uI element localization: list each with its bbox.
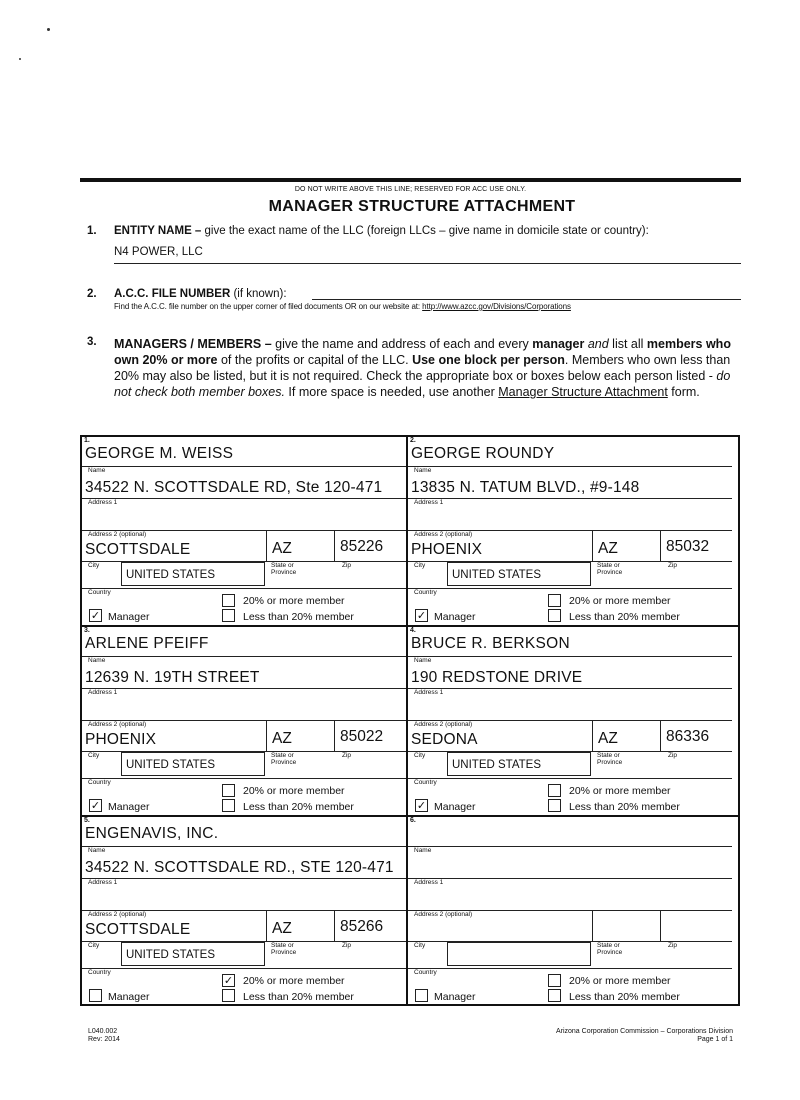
- reserved-note: DO NOT WRITE ABOVE THIS LINE; RESERVED FOR ACC USE ONLY.: [294, 186, 527, 193]
- instr-part: . Members who own less than 20% may also be listed, but it is not required. Check the appropriate box or boxes below each person listed -: [114, 353, 731, 383]
- name-field[interactable]: ENGENAVIS, INC.: [85, 825, 219, 842]
- state-label: State or Province: [597, 752, 623, 766]
- member-block-2: [408, 437, 732, 626]
- section-3-instructions: [114, 336, 739, 400]
- block-number: 5.: [84, 817, 90, 824]
- address1-underline: [408, 498, 732, 499]
- file-number-hint-text: Find the A.C.C. file number on the upper corner of filed documents OR on our website at:: [114, 302, 423, 311]
- check-mark-icon: ✓: [223, 975, 234, 987]
- state-label: State or Province: [271, 942, 297, 956]
- member-block-5: [82, 817, 406, 1006]
- name-field[interactable]: BRUCE R. BERKSON: [411, 635, 570, 652]
- country-field[interactable]: [121, 562, 265, 586]
- address1-underline: [82, 688, 406, 689]
- zip-label: Zip: [342, 942, 352, 949]
- less-twenty-label: Less than 20% member: [569, 801, 680, 813]
- address1-field[interactable]: 190 REDSTONE DRIVE: [411, 669, 583, 686]
- city-state-divider: [266, 910, 267, 942]
- instr-italic: and: [584, 337, 609, 351]
- instr-part: of the profits or capital of the LLC.: [217, 353, 413, 367]
- twenty-plus-label: 20% or more member: [569, 595, 671, 607]
- manager-label: Manager: [108, 801, 150, 813]
- block-number: 4.: [410, 627, 416, 634]
- country-value: UNITED STATES: [126, 569, 216, 581]
- less-twenty-label: Less than 20% member: [569, 991, 680, 1003]
- name-label: Name: [414, 657, 432, 664]
- country-value: UNITED STATES: [126, 759, 216, 771]
- form-title: MANAGER STRUCTURE ATTACHMENT: [268, 198, 576, 215]
- address1-label: Address 1: [414, 879, 444, 886]
- member-block-1: [82, 437, 406, 626]
- zip-label: Zip: [668, 752, 678, 759]
- manager-label: Manager: [108, 611, 150, 623]
- state-label: State or Province: [597, 562, 623, 576]
- name-field[interactable]: ARLENE PFEIFF: [85, 635, 209, 652]
- country-label: Country: [414, 589, 437, 596]
- city-label: City: [414, 942, 426, 949]
- zip-label: Zip: [668, 942, 678, 949]
- file-number-field[interactable]: [312, 299, 741, 300]
- address2-label: Address 2 (optional): [88, 911, 147, 918]
- zip-field[interactable]: 85266: [340, 918, 384, 935]
- country-label: Country: [414, 779, 437, 786]
- block-number: 3.: [84, 627, 90, 634]
- manager-checkbox[interactable]: [415, 609, 428, 622]
- zip-label: Zip: [342, 562, 352, 569]
- address2-label: Address 2 (optional): [414, 531, 473, 538]
- form-id: [88, 1028, 120, 1044]
- block-number: 2.: [410, 437, 416, 444]
- city-label: City: [88, 752, 100, 759]
- less-twenty-checkbox[interactable]: [222, 799, 235, 812]
- country-label: Country: [414, 969, 437, 976]
- twenty-plus-checkbox[interactable]: [222, 784, 235, 797]
- file-number-suffix: (if known):: [230, 288, 287, 300]
- member-block-4: [408, 627, 732, 816]
- country-underline: [408, 778, 732, 779]
- instr-italic: do not check both member boxes.: [114, 369, 731, 399]
- address1-underline: [408, 688, 732, 689]
- check-mark-icon: ✓: [416, 610, 427, 622]
- state-zip-divider: [660, 530, 661, 562]
- form-code: L040.002: [88, 1028, 118, 1035]
- address1-field[interactable]: 13835 N. TATUM BLVD., #9-148: [411, 479, 640, 496]
- state-field[interactable]: AZ: [272, 920, 292, 937]
- section-3-number: 3.: [87, 336, 97, 348]
- footer-agency: [556, 1028, 733, 1044]
- check-mark-icon: ✓: [416, 800, 427, 812]
- address2-label: Address 2 (optional): [414, 911, 473, 918]
- city-label: City: [88, 942, 100, 949]
- twenty-plus-checkbox[interactable]: [548, 594, 561, 607]
- country-field[interactable]: [447, 562, 591, 586]
- entity-name-field[interactable]: N4 POWER, LLC: [114, 246, 203, 258]
- file-number-hint: [114, 302, 571, 311]
- agency-name: Arizona Corporation Commission – Corporations Division: [555, 1028, 733, 1035]
- name-field[interactable]: GEORGE ROUNDY: [411, 445, 555, 462]
- manager-checkbox[interactable]: [89, 989, 102, 1002]
- country-underline: [408, 968, 732, 969]
- member-block-3: [82, 627, 406, 816]
- name-underline: [408, 846, 732, 847]
- state-zip-divider: [334, 910, 335, 942]
- address2-label: Address 2 (optional): [88, 721, 147, 728]
- address1-field[interactable]: 12639 N. 19TH STREET: [85, 669, 260, 686]
- twenty-plus-checkbox[interactable]: [222, 974, 235, 987]
- country-field[interactable]: [447, 752, 591, 776]
- state-zip-divider: [334, 530, 335, 562]
- twenty-plus-label: 20% or more member: [243, 975, 345, 987]
- city-field[interactable]: SCOTTSDALE: [85, 541, 191, 558]
- address1-field[interactable]: 34522 N. SCOTTSDALE RD., STE 120-471: [85, 859, 394, 876]
- twenty-plus-label: 20% or more member: [569, 975, 671, 987]
- zip-label: Zip: [342, 752, 352, 759]
- city-state-divider: [266, 530, 267, 562]
- name-label: Name: [88, 657, 106, 664]
- address1-label: Address 1: [88, 879, 118, 886]
- instr-part: give the name and address of each and every: [271, 337, 533, 351]
- name-underline: [408, 656, 732, 657]
- name-underline: [408, 466, 732, 467]
- address1-field[interactable]: 34522 N. SCOTTSDALE RD, Ste 120-471: [85, 479, 383, 496]
- less-twenty-checkbox[interactable]: [222, 989, 235, 1002]
- section-1-heading: [114, 225, 649, 237]
- twenty-plus-label: 20% or more member: [243, 595, 345, 607]
- twenty-plus-label: 20% or more member: [243, 785, 345, 797]
- address2-label: Address 2 (optional): [88, 531, 147, 538]
- instr-bold: members who own 20% or more: [114, 337, 731, 367]
- entity-name-instruction: give the exact name of the LLC (foreign LLCs – give name in domicile state or country):: [201, 225, 649, 237]
- manager-checkbox[interactable]: [89, 609, 102, 622]
- address1-underline: [82, 498, 406, 499]
- less-twenty-label: Less than 20% member: [243, 801, 354, 813]
- state-label: State or Province: [271, 752, 297, 766]
- manager-checkbox[interactable]: [89, 799, 102, 812]
- state-field[interactable]: AZ: [272, 540, 292, 557]
- form-revision: Rev: 2014: [88, 1036, 120, 1043]
- address1-underline: [408, 878, 732, 879]
- member-block-6: [408, 817, 732, 1006]
- twenty-plus-checkbox[interactable]: [548, 784, 561, 797]
- name-label: Name: [88, 467, 106, 474]
- country-value: UNITED STATES: [126, 949, 216, 961]
- scan-speck: [47, 28, 50, 31]
- scan-speck: [19, 58, 21, 60]
- manager-label: Manager: [108, 991, 150, 1003]
- manager-label: Manager: [434, 611, 476, 623]
- less-twenty-label: Less than 20% member: [243, 991, 354, 1003]
- less-twenty-checkbox[interactable]: [548, 989, 561, 1002]
- address2-label: Address 2 (optional): [414, 721, 473, 728]
- manager-label: Manager: [434, 801, 476, 813]
- state-field[interactable]: AZ: [272, 730, 292, 747]
- city-field[interactable]: SCOTTSDALE: [85, 921, 191, 938]
- country-value: UNITED STATES: [452, 759, 542, 771]
- twenty-plus-checkbox[interactable]: [548, 974, 561, 987]
- twenty-plus-checkbox[interactable]: [222, 594, 235, 607]
- members-grid: [80, 435, 740, 1006]
- page-number: Page 1 of 1: [697, 1036, 733, 1043]
- name-label: Name: [414, 847, 432, 854]
- city-state-divider: [592, 530, 593, 562]
- name-underline: [82, 656, 406, 657]
- city-label: City: [414, 562, 426, 569]
- instr-link: Manager Structure Attachment: [498, 385, 668, 399]
- zip-label: Zip: [668, 562, 678, 569]
- top-rule: [80, 178, 741, 182]
- country-field[interactable]: [121, 942, 265, 966]
- state-label: State or Province: [271, 562, 297, 576]
- address1-label: Address 1: [88, 499, 118, 506]
- block-number: 1.: [84, 437, 90, 444]
- city-label: City: [414, 752, 426, 759]
- state-zip-divider: [660, 720, 661, 752]
- check-mark-icon: ✓: [90, 610, 101, 622]
- country-underline: [408, 588, 732, 589]
- address1-label: Address 1: [414, 499, 444, 506]
- country-value: UNITED STATES: [452, 569, 542, 581]
- members-label: MANAGERS / MEMBERS –: [114, 337, 272, 351]
- country-field[interactable]: [121, 752, 265, 776]
- city-field[interactable]: PHOENIX: [85, 731, 157, 748]
- city-field[interactable]: PHOENIX: [411, 541, 483, 558]
- city-state-divider: [592, 720, 593, 752]
- name-underline: [82, 466, 406, 467]
- instr-part: form.: [667, 385, 700, 399]
- less-twenty-label: Less than 20% member: [243, 611, 354, 623]
- name-field[interactable]: GEORGE M. WEISS: [85, 445, 234, 462]
- address1-underline: [82, 878, 406, 879]
- less-twenty-checkbox[interactable]: [548, 799, 561, 812]
- country-label: Country: [88, 779, 111, 786]
- zip-field[interactable]: 85226: [340, 538, 384, 555]
- name-label: Name: [414, 467, 432, 474]
- less-twenty-checkbox[interactable]: [548, 609, 561, 622]
- section-2-number: 2.: [87, 288, 97, 300]
- entity-name-label: ENTITY NAME –: [114, 225, 202, 237]
- name-underline: [82, 846, 406, 847]
- state-zip-divider: [334, 720, 335, 752]
- manager-checkbox[interactable]: [415, 989, 428, 1002]
- instr-bold: manager: [532, 337, 585, 351]
- acc-website-link[interactable]: http://www.azcc.gov/Divisions/Corporations: [422, 302, 571, 311]
- zip-field[interactable]: 85022: [340, 728, 384, 745]
- state-zip-divider: [660, 910, 661, 942]
- country-underline: [82, 968, 406, 969]
- country-underline: [82, 778, 406, 779]
- less-twenty-checkbox[interactable]: [222, 609, 235, 622]
- city-label: City: [88, 562, 100, 569]
- manager-checkbox[interactable]: [415, 799, 428, 812]
- twenty-plus-label: 20% or more member: [569, 785, 671, 797]
- check-mark-icon: ✓: [90, 800, 101, 812]
- state-label: State or Province: [597, 942, 623, 956]
- city-state-divider: [266, 720, 267, 752]
- country-label: Country: [88, 969, 111, 976]
- country-underline: [82, 588, 406, 589]
- address1-label: Address 1: [414, 689, 444, 696]
- manager-label: Manager: [434, 991, 476, 1003]
- section-1-number: 1.: [87, 225, 97, 237]
- entity-name-underline: [114, 263, 741, 264]
- instr-part: list all: [608, 337, 647, 351]
- file-number-label: A.C.C. FILE NUMBER: [114, 288, 231, 300]
- zip-field[interactable]: 85032: [666, 538, 710, 555]
- state-field[interactable]: AZ: [598, 730, 618, 747]
- block-number: 6.: [410, 817, 416, 824]
- city-state-divider: [592, 910, 593, 942]
- city-field[interactable]: SEDONA: [411, 731, 478, 748]
- instr-bold: Use one block per person: [412, 353, 565, 367]
- instr-part: If more space is needed, use another: [284, 385, 499, 399]
- country-label: Country: [88, 589, 111, 596]
- zip-field[interactable]: 86336: [666, 728, 710, 745]
- state-field[interactable]: AZ: [598, 540, 618, 557]
- name-label: Name: [88, 847, 106, 854]
- country-field[interactable]: [447, 942, 591, 966]
- address1-label: Address 1: [88, 689, 118, 696]
- less-twenty-label: Less than 20% member: [569, 611, 680, 623]
